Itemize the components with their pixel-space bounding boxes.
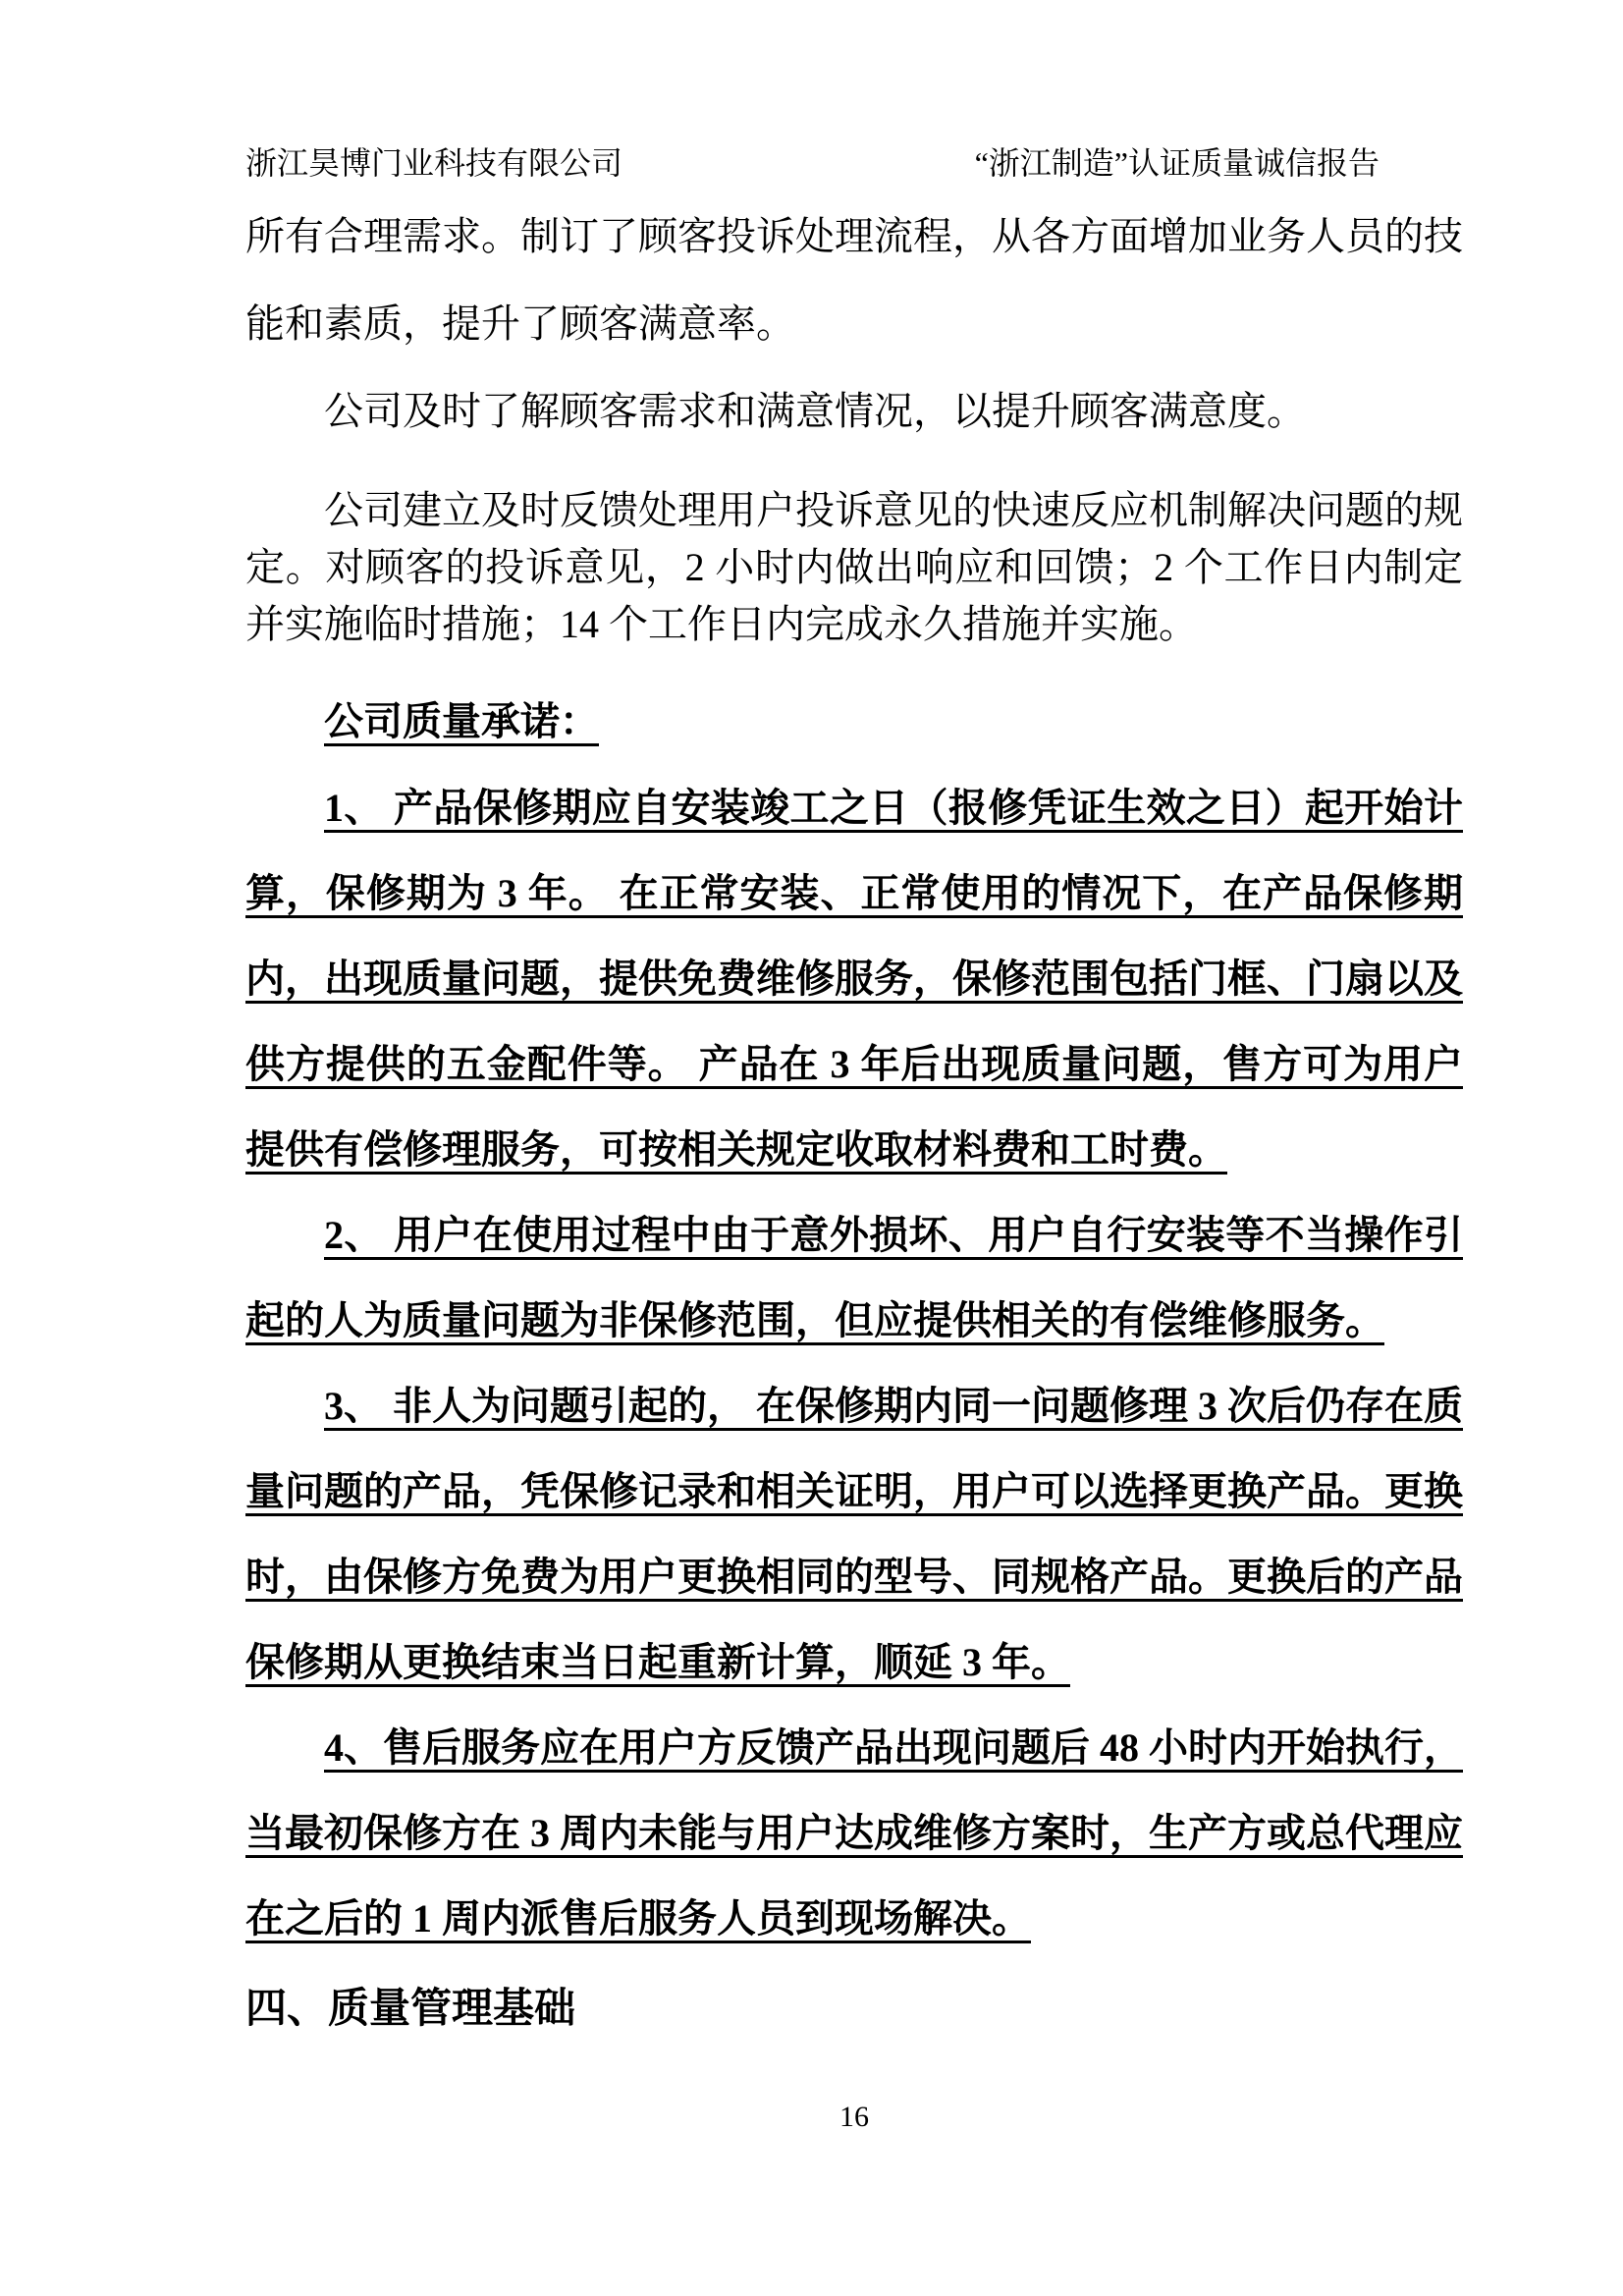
promise-item-3: 3、 非人为问题引起的， 在保修期内同一问题修理 3 次后仍存在质量问题的产品，凭保修记录和相关证明，用户可以选择更换产品。更换时，由保修方免费为用户更换相同的型号、同规格产品。更换后的产品保修期从更换结束当日起重新计算，顺延 3 年。: [245, 1384, 1463, 1684]
header-company-name: 浙江昊博门业科技有限公司: [245, 145, 623, 181]
promise-item-1: 1、 产品保修期应自安装竣工之日（报修凭证生效之日）起开始计算，保修期为 3 年。 在正常安装、正常使用的情况下，在产品保修期内，出现质量问题，提供免费维修服务，保修范围包括门框、门扇以及供方提供的五金配件等。 产品在 3 年后出现质量问题，售方可为用户提供有偿修理服务，可按相关规定收取材料费和工时费。: [245, 786, 1463, 1172]
promise-item-4: 4、售后服务应在用户方反馈产品出现问题后 48 小时内开始执行，当最初保修方在 3 周内未能与用户达成维修方案时，生产方或总代理应在之后的 1 周内派售后服务人员到现场解决。: [245, 1725, 1463, 1941]
paragraph-customer-satisfaction: 公司及时了解顾客需求和满意情况，以提升顾客满意度。: [324, 389, 1306, 433]
page-number: 16: [839, 2101, 869, 2133]
header-report-title: “浙江制造”认证质量诚信报告: [974, 145, 1380, 181]
section-heading-quality-management: 四、质量管理基础: [245, 1987, 576, 2032]
paragraph-feedback-mechanism: 公司建立及时反馈处理用户投诉意见的快速反应机制解决问题的规定。对顾客的投诉意见，2 小时内做出响应和回馈；2 个工作日内制定并实施临时措施；14 个工作日内完成永久措施并实施。: [245, 488, 1463, 646]
paragraph-customer-complaint-process: 所有合理需求。制订了顾客投诉处理流程，从各方面增加业务人员的技能和素质，提升了顾客满意率。: [245, 214, 1463, 346]
promise-item-2: 2、 用户在使用过程中由于意外损坏、用户自行安装等不当操作引起的人为质量问题为非保修范围，但应提供相关的有偿维修服务。: [245, 1213, 1463, 1342]
promise-heading: 公司质量承诺：: [324, 699, 599, 743]
document-body: [245, 192, 1463, 2039]
